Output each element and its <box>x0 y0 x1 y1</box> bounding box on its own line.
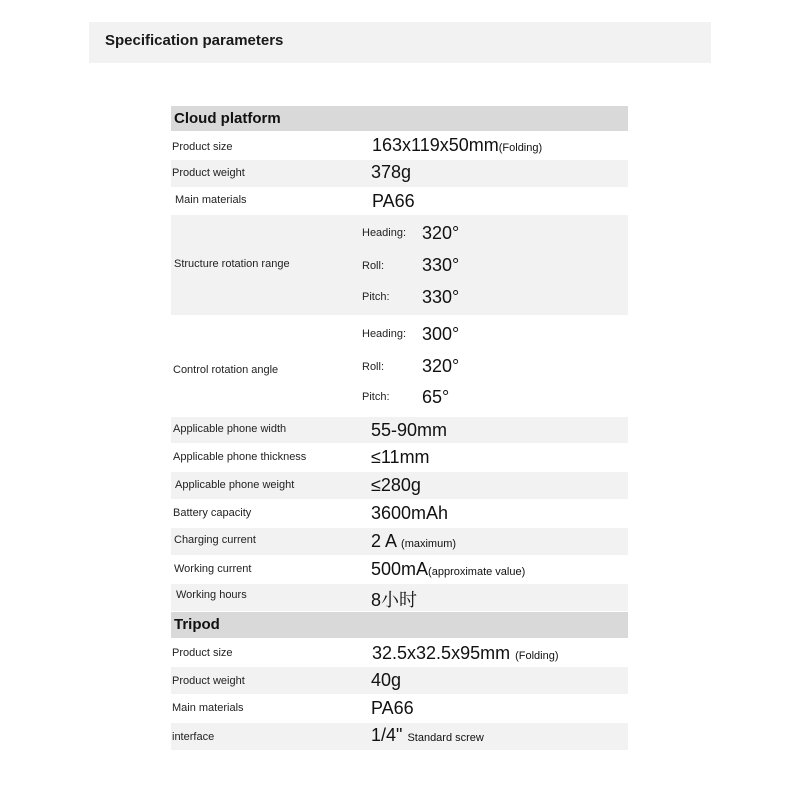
spec-row-tripod-product-weight <box>171 667 628 694</box>
spec-row-phone-weight <box>171 472 628 499</box>
spec-value: 40g <box>371 670 402 690</box>
spec-row-tripod-main-materials <box>171 695 628 722</box>
spec-header <box>89 22 711 63</box>
spec-value: 8小时 <box>371 590 418 610</box>
spec-label: Battery capacity <box>173 507 252 519</box>
spec-row-battery <box>171 500 628 527</box>
spec-note: (approximate value) <box>428 566 526 578</box>
heading-label: Heading: <box>362 328 407 340</box>
spec-row-product-weight <box>171 160 628 187</box>
spec-value: ≤11mm <box>371 447 430 467</box>
spec-label: Main materials <box>175 194 247 206</box>
heading-value: 320° <box>422 223 460 243</box>
spec-value: 3600mAh <box>371 503 449 523</box>
spec-value <box>371 725 484 746</box>
spec-label: Product weight <box>172 675 245 687</box>
spec-value: ≤280g <box>371 475 421 495</box>
spec-label: Applicable phone weight <box>175 479 295 491</box>
spec-row-tripod-product-size <box>171 639 628 666</box>
spec-label: Structure rotation range <box>174 258 290 270</box>
heading-label: Heading: <box>362 227 407 239</box>
spec-label: Product weight <box>172 167 245 179</box>
roll-label: Roll: <box>362 260 385 272</box>
spec-note: (maximum) <box>401 538 457 550</box>
spec-label: Control rotation angle <box>173 364 279 376</box>
spec-value <box>371 559 525 580</box>
spec-label: Applicable phone thickness <box>173 451 307 463</box>
spec-value <box>372 135 542 156</box>
section-title: Cloud platform <box>174 110 281 127</box>
spec-label: interface <box>172 731 215 743</box>
spec-value-main: 32.5x32.5x95mm <box>372 643 511 663</box>
pitch-label: Pitch: <box>362 291 390 303</box>
spec-row-structure-rotation <box>171 215 628 315</box>
spec-row-phone-thickness <box>171 444 628 471</box>
spec-note: (Folding) <box>498 142 543 154</box>
pitch-value: 330° <box>422 287 460 307</box>
spec-row-main-materials <box>171 188 628 214</box>
spec-value: 378g <box>371 162 412 182</box>
spec-value-main: 2 A <box>371 531 397 551</box>
spec-value: 55-90mm <box>371 420 448 440</box>
spec-value: PA66 <box>371 698 414 718</box>
section-title: Tripod <box>174 616 220 633</box>
spec-value <box>371 531 456 552</box>
spec-note: (Folding) <box>515 650 559 662</box>
spec-label: Applicable phone width <box>173 423 287 435</box>
spec-value-main: 1/4" <box>371 725 403 745</box>
spec-row-product-size <box>171 133 628 159</box>
roll-value: 330° <box>422 255 460 275</box>
spec-value-main: 163x119x50mm <box>372 135 499 155</box>
heading-value: 300° <box>422 324 460 344</box>
page-title: Specification parameters <box>105 32 284 49</box>
spec-label: Main materials <box>172 702 244 714</box>
roll-label: Roll: <box>362 361 385 373</box>
spec-row-tripod-interface <box>171 723 628 750</box>
spec-label: Product size <box>172 647 233 659</box>
spec-row-charging <box>171 528 628 555</box>
spec-value: PA66 <box>372 191 415 211</box>
spec-value-main: 500mA <box>371 559 429 579</box>
spec-label: Working hours <box>176 589 247 601</box>
section-tripod <box>171 612 628 638</box>
spec-row-phone-width <box>171 417 628 443</box>
spec-value <box>372 643 559 664</box>
spec-label: Product size <box>172 141 233 153</box>
spec-row-working-current <box>171 556 628 583</box>
spec-label: Charging current <box>174 534 256 546</box>
spec-label: Working current <box>174 563 252 575</box>
spec-note: Standard screw <box>407 732 484 744</box>
spec-row-control-rotation <box>171 316 628 416</box>
section-cloud-platform <box>171 106 628 131</box>
pitch-label: Pitch: <box>362 391 390 403</box>
spec-row-working-hours <box>171 584 628 611</box>
pitch-value: 65° <box>422 387 450 407</box>
roll-value: 320° <box>422 356 460 376</box>
